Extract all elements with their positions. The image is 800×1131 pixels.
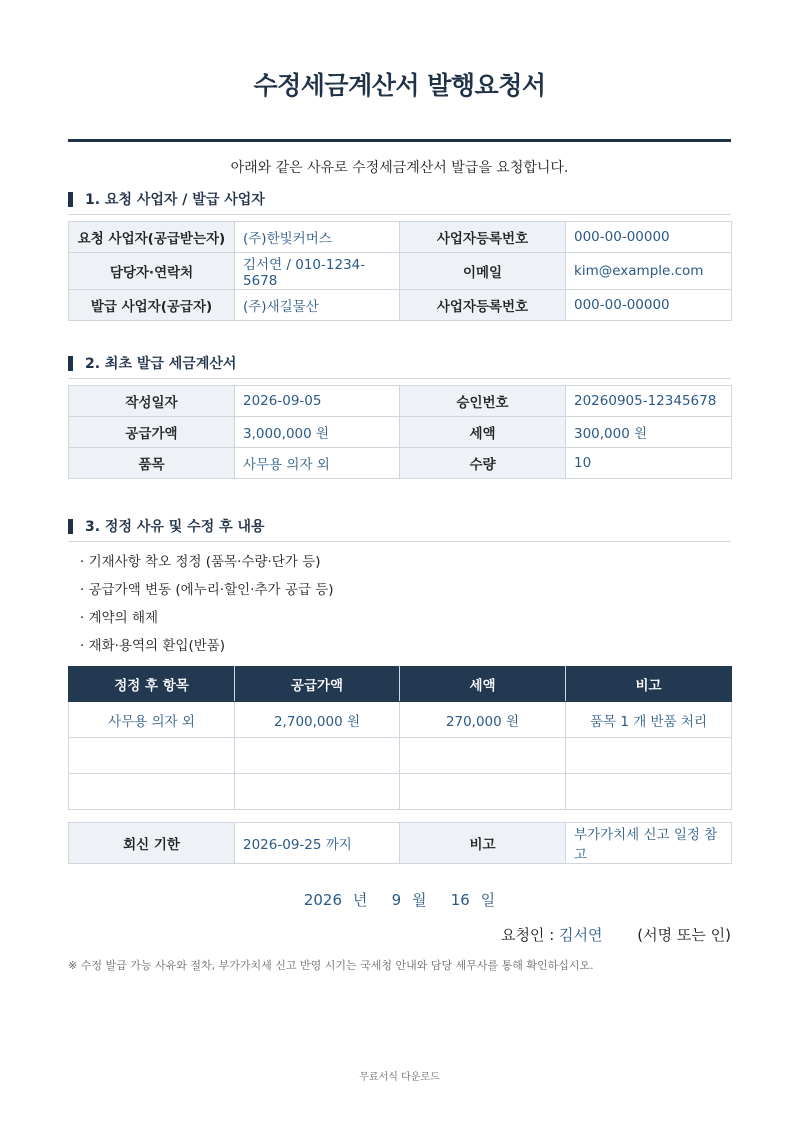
reason-list: [68, 548, 731, 660]
value-cell: 20260905-12345678: [566, 386, 732, 417]
table-cell: 사무용 의자 외: [69, 702, 235, 738]
section-title: 3. 정정 사유 및 수정 후 내용: [85, 519, 265, 535]
list-item: · 공급가액 변동 (에누리·할인·추가 공급 등): [80, 582, 334, 598]
label-cell: 요청 사업자(공급받는자): [69, 222, 235, 253]
value-cell: 3,000,000 원: [235, 417, 400, 448]
section-title: 2. 최초 발급 세금계산서: [85, 356, 237, 372]
date-year-unit: 년: [352, 891, 368, 909]
table-row: [69, 823, 732, 864]
request-date: [68, 889, 731, 910]
section-title: 1. 요청 사업자 / 발급 사업자: [85, 192, 265, 208]
document-title: 수정세금계산서 발행요청서: [253, 71, 546, 100]
table-row: [69, 702, 732, 738]
date-month-unit: 월: [411, 891, 427, 909]
label-cell: 승인번호: [400, 386, 566, 417]
label-cell: 수량: [400, 448, 566, 479]
section-marker: [68, 519, 73, 534]
section-header: [68, 352, 731, 379]
list-item: · 재화·용역의 환입(반품): [80, 638, 226, 654]
footer-text: 무료서식 다운로드: [359, 1072, 440, 1083]
table-row: [69, 448, 732, 479]
table-row: [69, 253, 732, 290]
label-cell: 사업자등록번호: [400, 222, 566, 253]
label-cell: 작성일자: [69, 386, 235, 417]
column-header: 정정 후 항목: [69, 667, 235, 702]
value-cell: 000-00-00000: [566, 290, 732, 321]
label-cell: 회신 기한: [69, 823, 235, 864]
table-cell: [400, 774, 566, 810]
value-cell: 2026-09-05: [235, 386, 400, 417]
value-cell: kim@example.com: [566, 253, 732, 290]
business-info-table: [68, 221, 732, 321]
section-business-info: [68, 188, 731, 321]
footnote: ※ 수정 발급 가능 사유와 절차, 부가가치세 신고 반영 시기는 국세청 안내와 담당 세무사를 통해 확인하십시오.: [68, 959, 594, 972]
table-cell: 품목 1 개 반품 처리: [566, 702, 732, 738]
value-cell: 10: [566, 448, 732, 479]
list-item: · 기재사항 착오 정정 (품목·수량·단가 등): [80, 554, 321, 570]
label-cell: 담당자·연락처: [69, 253, 235, 290]
table-cell: 270,000 원: [400, 702, 566, 738]
column-header: 세액: [400, 667, 566, 702]
value-cell: 2026-09-25 까지: [235, 823, 400, 864]
date-day-unit: 일: [480, 891, 496, 909]
table-row: [69, 774, 732, 810]
table-header-row: [69, 667, 732, 702]
list-item: · 계약의 해제: [80, 610, 159, 626]
correction-table: [68, 666, 732, 810]
table-cell: [235, 774, 400, 810]
value-cell: 부가가치세 신고 일정 참고: [566, 823, 732, 864]
date-day: 16: [450, 891, 470, 909]
column-header: 비고: [566, 667, 732, 702]
value-cell: (주)새길물산: [235, 290, 400, 321]
table-row: [69, 417, 732, 448]
table-row: [69, 386, 732, 417]
original-invoice-table: [68, 385, 732, 479]
label-cell: 세액: [400, 417, 566, 448]
table-cell: [69, 738, 235, 774]
date-month: 9: [391, 891, 402, 909]
section-original-invoice: [68, 352, 731, 479]
signature-line: [501, 924, 731, 945]
value-cell: 사무용 의자 외: [235, 448, 400, 479]
label-cell: 비고: [400, 823, 566, 864]
date-year: 2026: [303, 891, 343, 909]
table-cell: [235, 738, 400, 774]
title-divider: [68, 139, 731, 142]
value-cell: 300,000 원: [566, 417, 732, 448]
table-cell: [566, 774, 732, 810]
table-row: [69, 290, 732, 321]
table-cell: [400, 738, 566, 774]
value-cell: 000-00-00000: [566, 222, 732, 253]
label-cell: 공급가액: [69, 417, 235, 448]
label-cell: 이메일: [400, 253, 566, 290]
label-cell: 사업자등록번호: [400, 290, 566, 321]
reply-section: [68, 822, 731, 864]
signature-label: 요청인 :: [500, 926, 555, 944]
section-marker: [68, 192, 73, 207]
reply-table: [68, 822, 732, 864]
signer-name: 김서연: [559, 926, 603, 944]
section-header: [68, 188, 731, 215]
section-correction: [68, 515, 731, 810]
value-cell: (주)한빛커머스: [235, 222, 400, 253]
intro-text: 아래와 같은 사유로 수정세금계산서 발급을 요청합니다.: [230, 160, 569, 176]
label-cell: 품목: [69, 448, 235, 479]
signature-mark: (서명 또는 인): [637, 926, 731, 944]
table-cell: [69, 774, 235, 810]
section-marker: [68, 356, 73, 371]
table-cell: [566, 738, 732, 774]
table-row: [69, 222, 732, 253]
label-cell: 발급 사업자(공급자): [69, 290, 235, 321]
column-header: 공급가액: [235, 667, 400, 702]
table-cell: 2,700,000 원: [235, 702, 400, 738]
section-header: [68, 515, 731, 542]
table-row: [69, 738, 732, 774]
value-cell: 김서연 / 010-1234-5678: [235, 253, 400, 290]
